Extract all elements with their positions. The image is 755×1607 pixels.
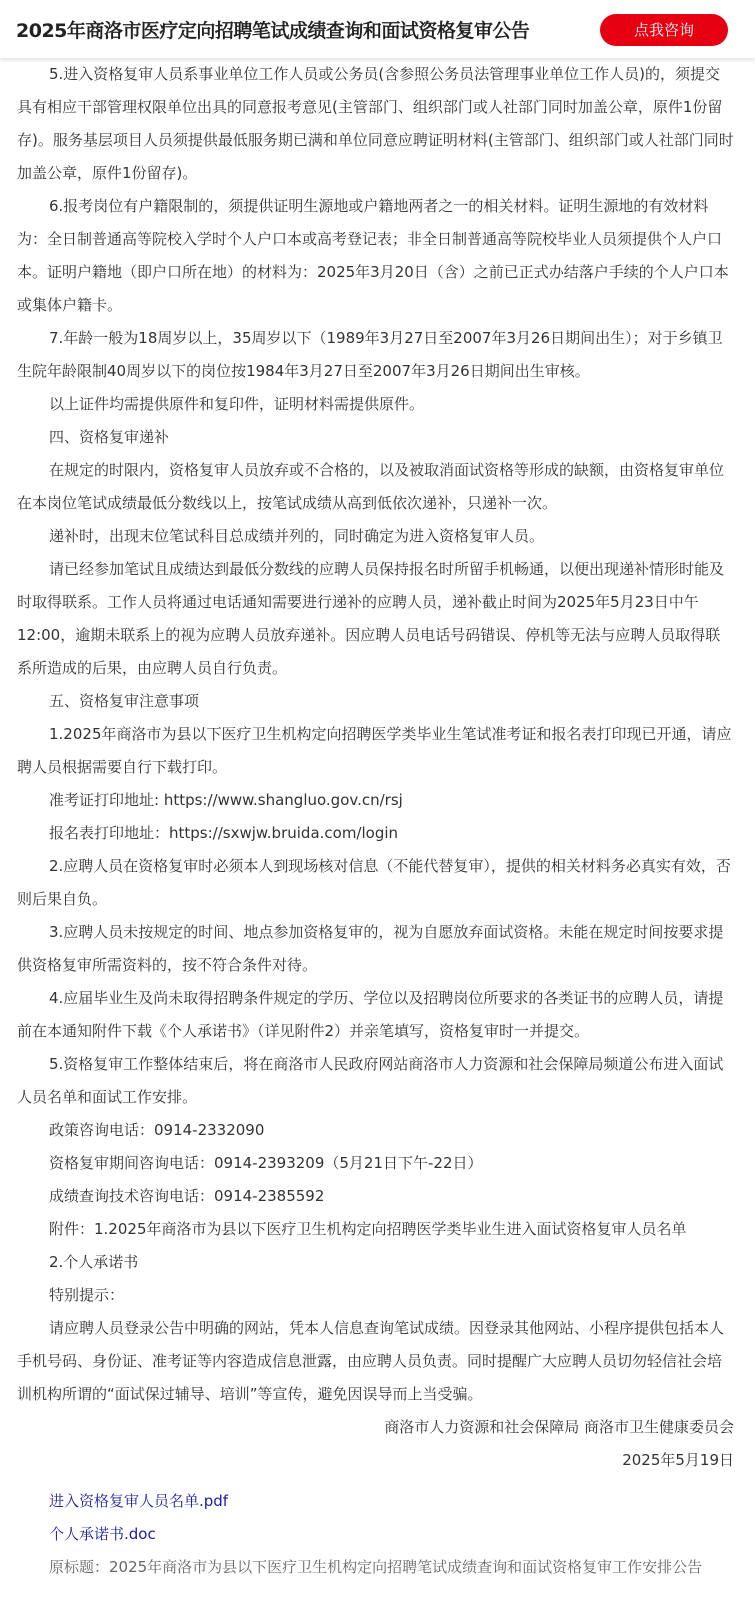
signature-org: 商洛市人力资源和社会保障局 商洛市卫生健康委员会	[384, 1418, 734, 1436]
signature-date: 2025年5月19日	[622, 1451, 734, 1469]
paragraph-originals-note: 以上证件均需提供原件和复印件，证明材料需提供原件。	[49, 395, 425, 413]
paragraph-notice-4: 4.应届毕业生及尚未取得招聘条件规定的学历、学位以及招聘岗位所要求的各类证书的应聘人员，请提前在本通知附件下载《个人承诺书》（详见附件2）并亲笔填写，资格复审时一并提交。	[17, 989, 724, 1040]
paragraph-notice-2: 2.应聘人员在资格复审时必须本人到现场核对信息（不能代替复审），提供的相关材料务必真实有效，否则后果自负。	[17, 857, 731, 908]
registration-form-url: 报名表打印地址：https://sxwjw.bruida.com/login	[49, 824, 399, 842]
paragraph-req-7: 7.年龄一般为18周岁以上，35周岁以下（1989年3月27日至2007年3月26日期间出生）；对于乡镇卫生院年龄限制40周岁以下的岗位按1984年3月27日至2007年3月26日期间出生审核。	[17, 329, 723, 380]
page-title: 2025年商洛市医疗定向招聘笔试成绩查询和面试资格复审公告	[16, 20, 530, 42]
paragraph-notice-5: 5.资格复审工作整体结束后，将在商洛市人民政府网站商洛市人力资源和社会保障局频道公布进入面试人员名单和面试工作安排。	[17, 1055, 724, 1106]
special-note-heading: 特别提示：	[49, 1286, 125, 1304]
policy-phone: 政策咨询电话：0914-2332090	[49, 1121, 265, 1139]
paragraph-backfill-contact: 请已经参加笔试且成绩达到最低分数线的应聘人员保持报名时所留手机畅通，以便出现递补情形时能及时取得联系。工作人员将通过电话通知需要进行递补的应聘人员，递补截止时间为2025年5月23日中午12:00，逾期未联系上的视为应聘人员放弃递补。因应聘人员电话号码错误、停机等无法与应聘人员取得联系所造成的后果，由应聘人员自行负责。	[17, 560, 725, 677]
paragraph-backfill-tie: 递补时，出现末位笔试科目总成绩并列的，同时确定为进入资格复审人员。	[49, 527, 545, 545]
attachment-link-pdf[interactable]	[17, 1485, 734, 1518]
consult-button[interactable]: 点我咨询	[600, 14, 728, 46]
original-title-line: 原标题：2025年商洛市为县以下医疗卫生机构定向招聘笔试成绩查询和面试资格复审工作安排公告	[49, 1558, 703, 1576]
attachment-list-1: 附件：1.2025年商洛市为县以下医疗卫生机构定向招聘医学类毕业生进入面试资格复审人员名单	[49, 1220, 687, 1238]
review-phone: 资格复审期间咨询电话：0914-2393209（5月21日下午-22日）	[49, 1154, 483, 1172]
section-heading-5: 五、资格复审注意事项	[49, 692, 200, 710]
paragraph-notice-3: 3.应聘人员未按规定的时间、地点参加资格复审的，视为自愿放弃面试资格。未能在规定时间按要求提供资格复审所需资料的，按不符合条件对待。	[17, 923, 724, 974]
attachment-doc-link[interactable]: 个人承诺书.doc	[49, 1525, 156, 1543]
article-body	[17, 58, 734, 1584]
paragraph-req-6: 6.报考岗位有户籍限制的，须提供证明生源地或户籍地两者之一的相关材料。证明生源地的有效材料为：全日制普通高等院校入学时个人户口本或高考登记表；非全日制普通高等院校毕业人员须提供个人户口本。证明户籍地（即户口所在地）的材料为：2025年3月20日（含）之前已正式办结落户手续的个人户口本或集体户籍卡。	[17, 197, 729, 314]
attachment-pdf-link[interactable]: 进入资格复审人员名单.pdf	[49, 1492, 229, 1510]
paragraph-req-5: 5.进入资格复审人员系事业单位工作人员或公务员(含参照公务员法管理事业单位工作人员)的，须提交具有相应干部管理权限单位出具的同意报考意见(主管部门、组织部门或人社部门同时加盖公章，原件1份留存)。服务基层项目人员须提供最低服务期已满和单位同意应聘证明材料(主管部门、组织部门或人社部门同时加盖公章，原件1份留存)。	[17, 65, 734, 182]
paragraph-notice-1: 1.2025年商洛市为县以下医疗卫生机构定向招聘医学类毕业生笔试准考证和报名表打印现已开通，请应聘人员根据需要自行下载打印。	[17, 725, 732, 776]
attachment-list-2: 2.个人承诺书	[49, 1253, 139, 1271]
admission-ticket-url: 准考证打印地址: https://www.shangluo.gov.cn/rsj	[49, 791, 403, 809]
tech-phone: 成绩查询技术咨询电话：0914-2385592	[49, 1187, 325, 1205]
special-note-body: 请应聘人员登录公告中明确的网站，凭本人信息查询笔试成绩。因登录其他网站、小程序提供包括本人手机号码、身份证、准考证等内容造成信息泄露，由应聘人员负责。同时提醒广大应聘人员切勿轻信社会培训机构所谓的“面试保过辅导、培训”等宣传，避免因误导而上当受骗。	[17, 1319, 725, 1403]
attachment-link-doc[interactable]	[17, 1518, 734, 1551]
top-header	[0, 0, 755, 58]
paragraph-backfill-rule: 在规定的时限内，资格复审人员放弃或不合格的，以及被取消面试资格等形成的缺额，由资格复审单位在本岗位笔试成绩最低分数线以上，按笔试成绩从高到低依次递补，只递补一次。	[17, 461, 725, 512]
section-heading-4: 四、资格复审递补	[49, 428, 170, 446]
